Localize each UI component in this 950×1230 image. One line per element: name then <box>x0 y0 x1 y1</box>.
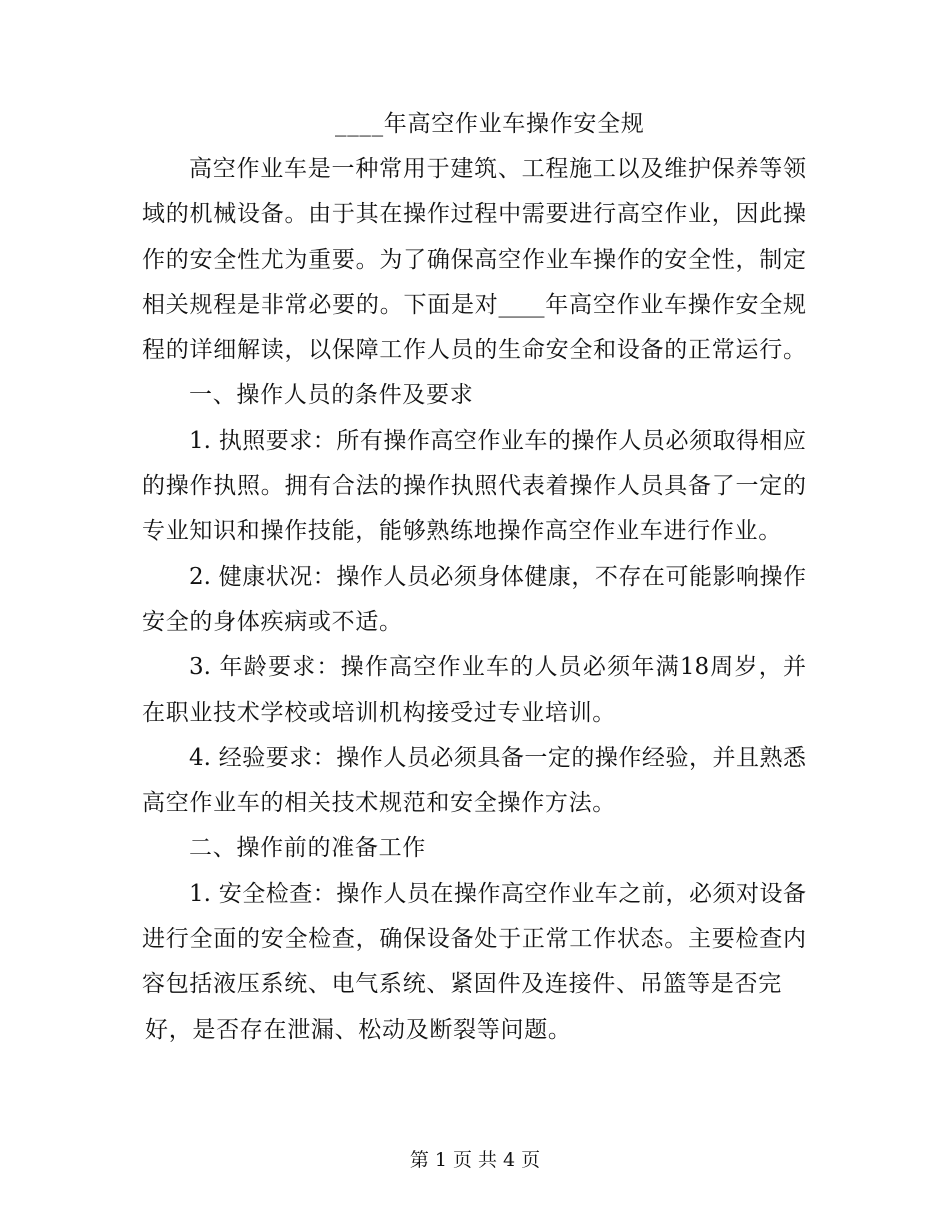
text-line: 作的安全性尤为重要。为了确保高空作业车操作的安全性，制定 <box>142 246 806 273</box>
text-line: 程的详细解读，以保障工作人员的生命安全和设备的正常运行。 <box>142 337 806 364</box>
list-item-paragraph <box>142 555 806 646</box>
text-line: 相关规程是非常必要的。下面是对____年高空作业车操作安全规 <box>142 291 806 318</box>
text-line: 好，是否存在泄漏、松动及断裂等问题。 <box>145 1016 572 1043</box>
text-line: 3. 年龄要求：操作高空作业车的人员必须年满18周岁，并 <box>189 654 806 681</box>
list-item-paragraph <box>142 645 806 736</box>
intro-paragraph <box>142 147 806 373</box>
section-heading-text: 一、操作人员的条件及要求 <box>189 382 474 409</box>
list-item-paragraph <box>142 419 806 555</box>
text-line: 高空作业车是一种常用于建筑、工程施工以及维护保养等领 <box>189 156 806 182</box>
section-heading <box>142 826 806 871</box>
document-title: ____年高空作业车操作安全规 <box>335 111 645 137</box>
document-body <box>142 147 806 1053</box>
list-item-paragraph <box>142 872 806 1053</box>
text-line: 1. 安全检查：操作人员在操作高空作业车之前，必须对设备 <box>189 880 806 907</box>
text-line: 高空作业车的相关技术规范和安全操作方法。 <box>142 790 616 817</box>
text-line: 安全的身体疾病或不适。 <box>142 608 403 635</box>
text-line: 域的机械设备。由于其在操作过程中需要进行高空作业，因此操 <box>142 201 806 228</box>
section-heading <box>142 373 806 418</box>
text-line: 专业知识和操作技能，能够熟练地操作高空作业车进行作业。 <box>142 518 782 545</box>
text-line: 容包括液压系统、电气系统、紧固件及连接件、吊篮等是否完 <box>142 971 782 998</box>
text-line: 的操作执照。拥有合法的操作执照代表着操作人员具备了一定的 <box>142 473 806 500</box>
section-heading-text: 二、操作前的准备工作 <box>189 835 426 862</box>
text-line: 进行全面的安全检查，确保设备处于正常工作状态。主要检查内 <box>142 926 806 953</box>
page-footer: 第 1 页 共 4 页 <box>409 1149 541 1171</box>
text-line: 2. 健康状况：操作人员必须身体健康，不存在可能影响操作 <box>189 563 806 590</box>
text-line: 在职业技术学校或培训机构接受过专业培训。 <box>142 699 616 726</box>
text-line: 4. 经验要求：操作人员必须具备一定的操作经验，并且熟悉 <box>189 744 806 771</box>
list-item-paragraph <box>142 736 806 827</box>
text-line: 1. 执照要求：所有操作高空作业车的操作人员必须取得相应 <box>189 427 806 454</box>
